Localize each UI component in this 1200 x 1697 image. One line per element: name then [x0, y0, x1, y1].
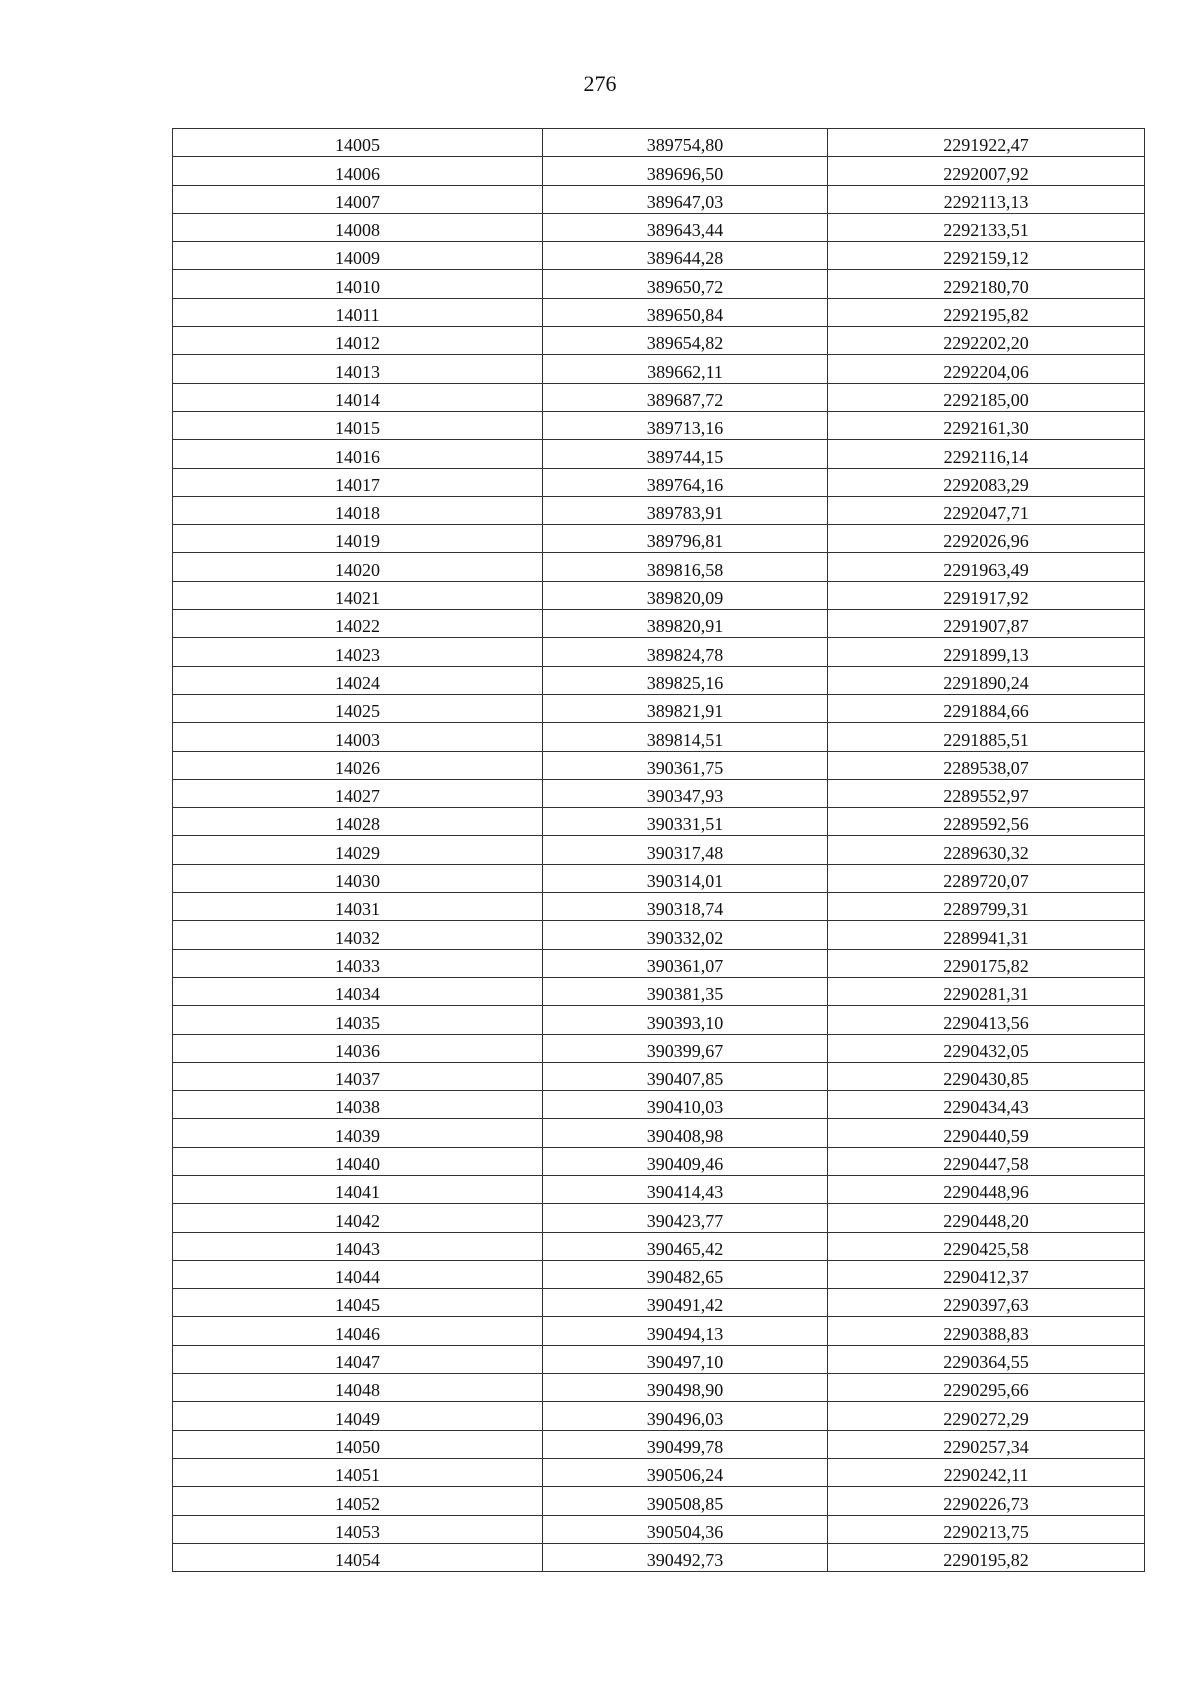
y-coordinate-cell: 2290432,05 [828, 1034, 1145, 1062]
x-coordinate-cell: 390331,51 [543, 808, 828, 836]
table-row [173, 1062, 1145, 1090]
point-number-cell: 14042 [173, 1204, 543, 1232]
x-coordinate-cell: 390508,85 [543, 1487, 828, 1515]
table-row [173, 1091, 1145, 1119]
y-coordinate-cell: 2291907,87 [828, 610, 1145, 638]
table-row [173, 1374, 1145, 1402]
x-coordinate-cell: 389643,44 [543, 213, 828, 241]
table-row [173, 893, 1145, 921]
point-number-cell: 14053 [173, 1515, 543, 1543]
point-number-cell: 14026 [173, 751, 543, 779]
x-coordinate-cell: 389650,72 [543, 270, 828, 298]
x-coordinate-cell: 389816,58 [543, 553, 828, 581]
point-number-cell: 14036 [173, 1034, 543, 1062]
point-number-cell: 14005 [173, 129, 543, 157]
point-number-cell: 14008 [173, 213, 543, 241]
x-coordinate-cell: 390332,02 [543, 921, 828, 949]
table-row [173, 1175, 1145, 1203]
x-coordinate-cell: 390494,13 [543, 1317, 828, 1345]
x-coordinate-cell: 390482,65 [543, 1260, 828, 1288]
x-coordinate-cell: 389820,91 [543, 610, 828, 638]
x-coordinate-cell: 389824,78 [543, 638, 828, 666]
x-coordinate-cell: 390409,46 [543, 1147, 828, 1175]
point-number-cell: 14043 [173, 1232, 543, 1260]
y-coordinate-cell: 2292113,13 [828, 185, 1145, 213]
table-row [173, 836, 1145, 864]
table-row [173, 242, 1145, 270]
table-row [173, 1487, 1145, 1515]
x-coordinate-cell: 390318,74 [543, 893, 828, 921]
y-coordinate-cell: 2291899,13 [828, 638, 1145, 666]
point-number-cell: 14032 [173, 921, 543, 949]
table-row [173, 1034, 1145, 1062]
point-number-cell: 14016 [173, 440, 543, 468]
point-number-cell: 14011 [173, 298, 543, 326]
y-coordinate-cell: 2292204,06 [828, 355, 1145, 383]
x-coordinate-cell: 389654,82 [543, 327, 828, 355]
x-coordinate-cell: 389821,91 [543, 694, 828, 722]
y-coordinate-cell: 2290413,56 [828, 1006, 1145, 1034]
table-row [173, 666, 1145, 694]
x-coordinate-cell: 390314,01 [543, 864, 828, 892]
point-number-cell: 14045 [173, 1289, 543, 1317]
y-coordinate-cell: 2290434,43 [828, 1091, 1145, 1119]
y-coordinate-cell: 2289552,97 [828, 779, 1145, 807]
table-row [173, 383, 1145, 411]
x-coordinate-cell: 389814,51 [543, 723, 828, 751]
x-coordinate-cell: 390506,24 [543, 1458, 828, 1486]
point-number-cell: 14050 [173, 1430, 543, 1458]
x-coordinate-cell: 390504,36 [543, 1515, 828, 1543]
x-coordinate-cell: 389754,80 [543, 129, 828, 157]
table-row [173, 1515, 1145, 1543]
x-coordinate-cell: 389783,91 [543, 496, 828, 524]
table-row [173, 864, 1145, 892]
point-number-cell: 14037 [173, 1062, 543, 1090]
point-number-cell: 14029 [173, 836, 543, 864]
x-coordinate-cell: 390407,85 [543, 1062, 828, 1090]
x-coordinate-cell: 389796,81 [543, 525, 828, 553]
point-number-cell: 14041 [173, 1175, 543, 1203]
y-coordinate-cell: 2292202,20 [828, 327, 1145, 355]
table-row [173, 1147, 1145, 1175]
table-row [173, 1006, 1145, 1034]
table-row [173, 1345, 1145, 1373]
point-number-cell: 14020 [173, 553, 543, 581]
y-coordinate-cell: 2292133,51 [828, 213, 1145, 241]
table-row [173, 1204, 1145, 1232]
x-coordinate-cell: 389662,11 [543, 355, 828, 383]
table-row [173, 1543, 1145, 1571]
x-coordinate-cell: 390408,98 [543, 1119, 828, 1147]
y-coordinate-cell: 2290448,96 [828, 1175, 1145, 1203]
y-coordinate-cell: 2290257,34 [828, 1430, 1145, 1458]
y-coordinate-cell: 2290272,29 [828, 1402, 1145, 1430]
point-number-cell: 14018 [173, 496, 543, 524]
y-coordinate-cell: 2292195,82 [828, 298, 1145, 326]
table-row [173, 1317, 1145, 1345]
point-number-cell: 14039 [173, 1119, 543, 1147]
table-row [173, 1232, 1145, 1260]
point-number-cell: 14013 [173, 355, 543, 383]
x-coordinate-cell: 390361,07 [543, 949, 828, 977]
point-number-cell: 14028 [173, 808, 543, 836]
point-number-cell: 14040 [173, 1147, 543, 1175]
point-number-cell: 14046 [173, 1317, 543, 1345]
table-row [173, 694, 1145, 722]
y-coordinate-cell: 2290281,31 [828, 977, 1145, 1005]
y-coordinate-cell: 2291922,47 [828, 129, 1145, 157]
y-coordinate-cell: 2292047,71 [828, 496, 1145, 524]
y-coordinate-cell: 2289592,56 [828, 808, 1145, 836]
x-coordinate-cell: 389647,03 [543, 185, 828, 213]
y-coordinate-cell: 2290412,37 [828, 1260, 1145, 1288]
coordinates-table-body [173, 129, 1145, 1572]
table-row [173, 440, 1145, 468]
y-coordinate-cell: 2289941,31 [828, 921, 1145, 949]
point-number-cell: 14010 [173, 270, 543, 298]
y-coordinate-cell: 2290440,59 [828, 1119, 1145, 1147]
y-coordinate-cell: 2290226,73 [828, 1487, 1145, 1515]
x-coordinate-cell: 390496,03 [543, 1402, 828, 1430]
table-row [173, 581, 1145, 609]
x-coordinate-cell: 390423,77 [543, 1204, 828, 1232]
y-coordinate-cell: 2290425,58 [828, 1232, 1145, 1260]
point-number-cell: 14049 [173, 1402, 543, 1430]
y-coordinate-cell: 2290213,75 [828, 1515, 1145, 1543]
y-coordinate-cell: 2292185,00 [828, 383, 1145, 411]
point-number-cell: 14012 [173, 327, 543, 355]
table-row [173, 1430, 1145, 1458]
page-number: 276 [583, 71, 617, 96]
point-number-cell: 14025 [173, 694, 543, 722]
y-coordinate-cell: 2291884,66 [828, 694, 1145, 722]
y-coordinate-cell: 2291963,49 [828, 553, 1145, 581]
table-row [173, 525, 1145, 553]
table-row [173, 638, 1145, 666]
x-coordinate-cell: 390499,78 [543, 1430, 828, 1458]
point-number-cell: 14031 [173, 893, 543, 921]
table-row [173, 496, 1145, 524]
point-number-cell: 14019 [173, 525, 543, 553]
y-coordinate-cell: 2290242,11 [828, 1458, 1145, 1486]
point-number-cell: 14033 [173, 949, 543, 977]
x-coordinate-cell: 390498,90 [543, 1374, 828, 1402]
point-number-cell: 14035 [173, 1006, 543, 1034]
table-row [173, 751, 1145, 779]
x-coordinate-cell: 390399,67 [543, 1034, 828, 1062]
y-coordinate-cell: 2290364,55 [828, 1345, 1145, 1373]
y-coordinate-cell: 2290430,85 [828, 1062, 1145, 1090]
x-coordinate-cell: 390491,42 [543, 1289, 828, 1317]
point-number-cell: 14030 [173, 864, 543, 892]
table-row [173, 1458, 1145, 1486]
y-coordinate-cell: 2289799,31 [828, 893, 1145, 921]
point-number-cell: 14048 [173, 1374, 543, 1402]
point-number-cell: 14027 [173, 779, 543, 807]
point-number-cell: 14007 [173, 185, 543, 213]
point-number-cell: 14051 [173, 1458, 543, 1486]
x-coordinate-cell: 389744,15 [543, 440, 828, 468]
table-row [173, 1289, 1145, 1317]
table-row [173, 270, 1145, 298]
y-coordinate-cell: 2291917,92 [828, 581, 1145, 609]
x-coordinate-cell: 389820,09 [543, 581, 828, 609]
table-row [173, 468, 1145, 496]
y-coordinate-cell: 2291885,51 [828, 723, 1145, 751]
x-coordinate-cell: 390347,93 [543, 779, 828, 807]
point-number-cell: 14009 [173, 242, 543, 270]
y-coordinate-cell: 2292026,96 [828, 525, 1145, 553]
y-coordinate-cell: 2290447,58 [828, 1147, 1145, 1175]
x-coordinate-cell: 390317,48 [543, 836, 828, 864]
table-row [173, 1119, 1145, 1147]
x-coordinate-cell: 390361,75 [543, 751, 828, 779]
x-coordinate-cell: 389650,84 [543, 298, 828, 326]
point-number-cell: 14034 [173, 977, 543, 1005]
y-coordinate-cell: 2290195,82 [828, 1543, 1145, 1571]
x-coordinate-cell: 390492,73 [543, 1543, 828, 1571]
x-coordinate-cell: 389644,28 [543, 242, 828, 270]
y-coordinate-cell: 2292116,14 [828, 440, 1145, 468]
point-number-cell: 14022 [173, 610, 543, 638]
x-coordinate-cell: 389687,72 [543, 383, 828, 411]
table-row [173, 779, 1145, 807]
y-coordinate-cell: 2289630,32 [828, 836, 1145, 864]
point-number-cell: 14003 [173, 723, 543, 751]
y-coordinate-cell: 2289538,07 [828, 751, 1145, 779]
point-number-cell: 14038 [173, 1091, 543, 1119]
point-number-cell: 14006 [173, 157, 543, 185]
point-number-cell: 14047 [173, 1345, 543, 1373]
coordinates-table [172, 128, 1145, 1572]
x-coordinate-cell: 389713,16 [543, 411, 828, 439]
table-row [173, 553, 1145, 581]
point-number-cell: 14015 [173, 411, 543, 439]
point-number-cell: 14017 [173, 468, 543, 496]
y-coordinate-cell: 2292007,92 [828, 157, 1145, 185]
table-row [173, 610, 1145, 638]
x-coordinate-cell: 390414,43 [543, 1175, 828, 1203]
x-coordinate-cell: 390381,35 [543, 977, 828, 1005]
point-number-cell: 14024 [173, 666, 543, 694]
table-row [173, 185, 1145, 213]
table-row [173, 723, 1145, 751]
table-row [173, 1260, 1145, 1288]
table-row [173, 921, 1145, 949]
x-coordinate-cell: 389825,16 [543, 666, 828, 694]
table-row [173, 808, 1145, 836]
y-coordinate-cell: 2290388,83 [828, 1317, 1145, 1345]
point-number-cell: 14044 [173, 1260, 543, 1288]
x-coordinate-cell: 390465,42 [543, 1232, 828, 1260]
y-coordinate-cell: 2290448,20 [828, 1204, 1145, 1232]
table-row [173, 213, 1145, 241]
table-row [173, 355, 1145, 383]
y-coordinate-cell: 2292161,30 [828, 411, 1145, 439]
point-number-cell: 14023 [173, 638, 543, 666]
y-coordinate-cell: 2291890,24 [828, 666, 1145, 694]
point-number-cell: 14054 [173, 1543, 543, 1571]
x-coordinate-cell: 389764,16 [543, 468, 828, 496]
table-row [173, 327, 1145, 355]
point-number-cell: 14014 [173, 383, 543, 411]
point-number-cell: 14052 [173, 1487, 543, 1515]
y-coordinate-cell: 2292083,29 [828, 468, 1145, 496]
y-coordinate-cell: 2292180,70 [828, 270, 1145, 298]
y-coordinate-cell: 2289720,07 [828, 864, 1145, 892]
point-number-cell: 14021 [173, 581, 543, 609]
table-row [173, 129, 1145, 157]
table-row [173, 157, 1145, 185]
table-row [173, 949, 1145, 977]
x-coordinate-cell: 389696,50 [543, 157, 828, 185]
y-coordinate-cell: 2292159,12 [828, 242, 1145, 270]
x-coordinate-cell: 390393,10 [543, 1006, 828, 1034]
y-coordinate-cell: 2290295,66 [828, 1374, 1145, 1402]
table-row [173, 977, 1145, 1005]
y-coordinate-cell: 2290397,63 [828, 1289, 1145, 1317]
x-coordinate-cell: 390497,10 [543, 1345, 828, 1373]
table-row [173, 1402, 1145, 1430]
x-coordinate-cell: 390410,03 [543, 1091, 828, 1119]
table-row [173, 298, 1145, 326]
y-coordinate-cell: 2290175,82 [828, 949, 1145, 977]
table-row [173, 411, 1145, 439]
